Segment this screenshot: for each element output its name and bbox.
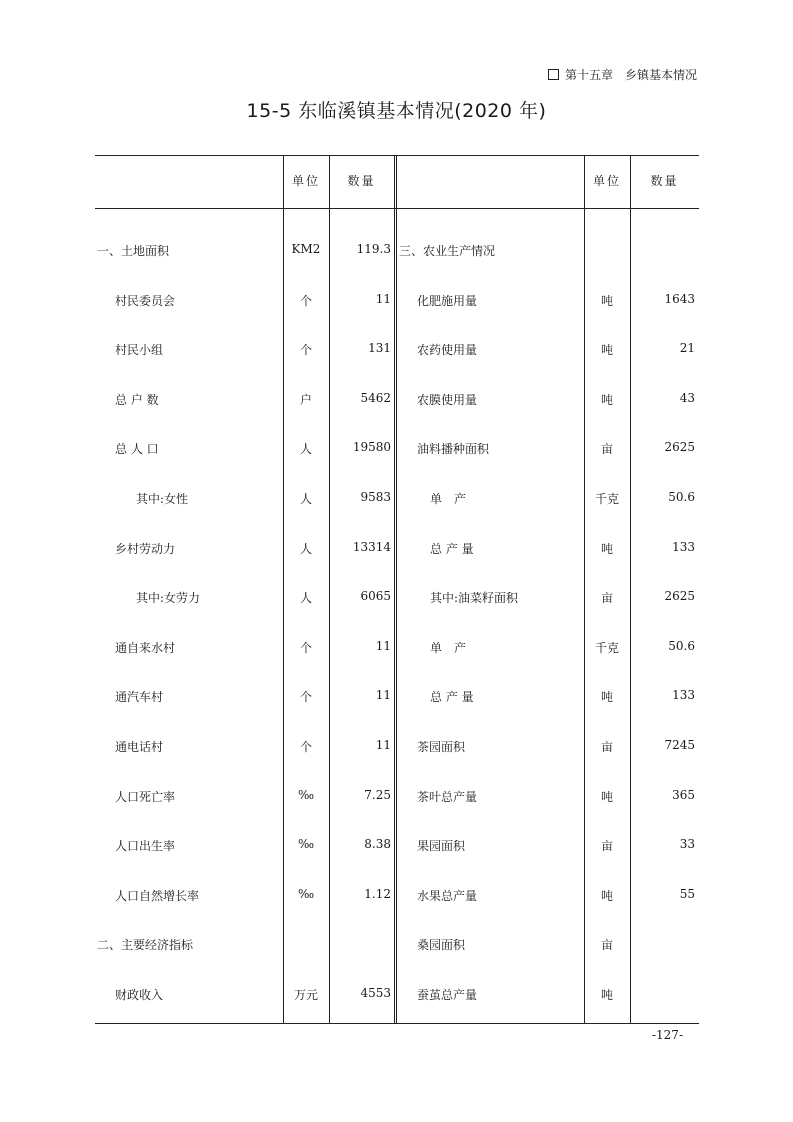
row-item-label: 二、主要经济指标 xyxy=(97,938,194,953)
header-unit-left: 单位 xyxy=(291,174,320,188)
row-item-label: 油料播种面积 xyxy=(417,442,490,457)
row-value: 5462 xyxy=(360,390,391,405)
table-row xyxy=(95,540,699,590)
row-item-label: 总 产 量 xyxy=(430,690,474,705)
row-value: 7245 xyxy=(664,737,695,752)
row-unit: 人 xyxy=(299,591,312,606)
table-header-rule xyxy=(95,208,699,209)
row-item-label: 单 产 xyxy=(430,640,467,655)
row-value: 119.3 xyxy=(356,242,391,256)
row-value: 133 xyxy=(672,539,695,554)
row-unit: ‰ xyxy=(297,787,315,802)
row-item-label: 总 产 量 xyxy=(430,541,474,556)
row-item-label: 村民小组 xyxy=(115,343,164,358)
row-value: 6065 xyxy=(360,589,391,604)
table-row xyxy=(95,936,699,986)
row-value: 11 xyxy=(375,291,391,306)
row-item-label: 财政收入 xyxy=(115,987,164,1002)
row-unit: 亩 xyxy=(600,591,613,606)
table-row xyxy=(95,391,699,441)
row-value: 1.12 xyxy=(364,886,391,901)
header-value-right: 数量 xyxy=(650,174,679,188)
row-item-label: 通电话村 xyxy=(115,739,164,754)
row-item-label: 水果总产量 xyxy=(417,888,478,903)
row-item-label: 通自来水村 xyxy=(115,640,176,655)
row-unit: 个 xyxy=(299,739,312,754)
row-item-label: 总 户 数 xyxy=(115,392,159,407)
row-value: 21 xyxy=(679,341,695,356)
row-value: 11 xyxy=(375,737,391,752)
row-unit: 人 xyxy=(299,491,312,506)
table-row xyxy=(95,341,699,391)
row-unit: 个 xyxy=(299,640,312,655)
row-unit: 户 xyxy=(299,392,312,407)
row-unit: 吨 xyxy=(600,789,613,804)
row-unit: 人 xyxy=(299,442,312,457)
table-row xyxy=(95,887,699,937)
table-row xyxy=(95,688,699,738)
row-item-label: 乡村劳动力 xyxy=(115,541,176,556)
table-row xyxy=(95,986,699,1036)
header-value-left: 数量 xyxy=(347,174,376,188)
table-row xyxy=(95,589,699,639)
row-unit: 个 xyxy=(299,690,312,705)
row-item-label: 其中:女劳力 xyxy=(136,591,201,606)
row-item-label: 人口出生率 xyxy=(115,839,176,854)
row-item-label: 通汽车村 xyxy=(115,690,164,705)
row-value: 19580 xyxy=(352,440,391,455)
row-unit: 吨 xyxy=(600,690,613,705)
table-row xyxy=(95,639,699,689)
row-item-label: 人口死亡率 xyxy=(115,789,176,804)
row-item-label: 农药使用量 xyxy=(417,343,478,358)
row-item-label: 三、农业生产情况 xyxy=(399,244,496,258)
row-unit: 千克 xyxy=(594,491,619,506)
page-number: -127- xyxy=(651,1028,683,1042)
row-unit: 亩 xyxy=(600,839,613,854)
row-unit: 吨 xyxy=(600,888,613,903)
row-unit: 人 xyxy=(299,541,312,556)
row-unit: 个 xyxy=(299,293,312,308)
table-row xyxy=(95,738,699,788)
statistics-table xyxy=(95,155,699,1024)
row-item-label: 人口自然增长率 xyxy=(115,888,200,903)
row-item-label: 单 产 xyxy=(430,491,467,506)
row-unit: 吨 xyxy=(600,293,613,308)
row-unit: ‰ xyxy=(297,837,315,852)
row-item-label: 农膜使用量 xyxy=(417,392,478,407)
row-item-label: 果园面积 xyxy=(417,839,466,854)
table-row xyxy=(95,242,699,292)
row-item-label: 化肥施用量 xyxy=(417,293,478,308)
row-value: 11 xyxy=(375,688,391,703)
row-value: 2625 xyxy=(664,440,695,455)
row-item-label: 其中:女性 xyxy=(136,491,189,506)
row-unit: 亩 xyxy=(600,739,613,754)
chapter-header xyxy=(548,66,697,83)
row-value: 43 xyxy=(679,390,695,405)
table-row xyxy=(95,490,699,540)
row-value: 4553 xyxy=(360,985,391,1000)
row-item-label: 蚕茧总产量 xyxy=(417,987,478,1002)
row-item-label: 其中:油菜籽面积 xyxy=(430,591,519,606)
row-value: 33 xyxy=(679,837,695,852)
row-unit: ‰ xyxy=(297,886,315,901)
row-unit: 万元 xyxy=(293,987,318,1002)
row-value: 131 xyxy=(368,341,391,356)
row-value: 2625 xyxy=(664,589,695,604)
row-item-label: 桑园面积 xyxy=(417,938,466,953)
row-unit: 亩 xyxy=(600,938,613,953)
row-value: 1643 xyxy=(664,291,695,306)
header-unit-right: 单位 xyxy=(592,174,621,188)
row-value: 133 xyxy=(672,688,695,703)
row-unit: KM2 xyxy=(291,242,321,256)
row-value: 50.6 xyxy=(668,638,695,653)
table-row xyxy=(95,788,699,838)
row-value: 50.6 xyxy=(668,489,695,504)
row-item-label: 总 人 口 xyxy=(115,442,159,457)
row-value: 11 xyxy=(375,638,391,653)
row-value: 365 xyxy=(672,787,695,802)
row-unit: 个 xyxy=(299,343,312,358)
row-value: 55 xyxy=(679,886,695,901)
table-row xyxy=(95,440,699,490)
row-unit: 吨 xyxy=(600,392,613,407)
square-icon xyxy=(548,69,559,80)
row-item-label: 茶园面积 xyxy=(417,739,466,754)
row-unit: 千克 xyxy=(594,640,619,655)
chapter-title: 第十五章 乡镇基本情况 xyxy=(564,68,697,82)
row-value: 8.38 xyxy=(364,837,391,852)
row-item-label: 一、土地面积 xyxy=(97,244,170,258)
row-item-label: 村民委员会 xyxy=(115,293,176,308)
page-title: 15-5 东临溪镇基本情况(2020 年) xyxy=(246,100,547,122)
row-item-label: 茶叶总产量 xyxy=(417,789,478,804)
table-body xyxy=(95,242,699,1036)
row-value: 13314 xyxy=(352,539,391,554)
table-row xyxy=(95,837,699,887)
row-unit: 吨 xyxy=(600,541,613,556)
table-row xyxy=(95,292,699,342)
row-unit: 亩 xyxy=(600,442,613,457)
row-value: 7.25 xyxy=(364,787,391,802)
row-value: 9583 xyxy=(360,489,391,504)
row-unit: 吨 xyxy=(600,987,613,1002)
row-unit: 吨 xyxy=(600,343,613,358)
